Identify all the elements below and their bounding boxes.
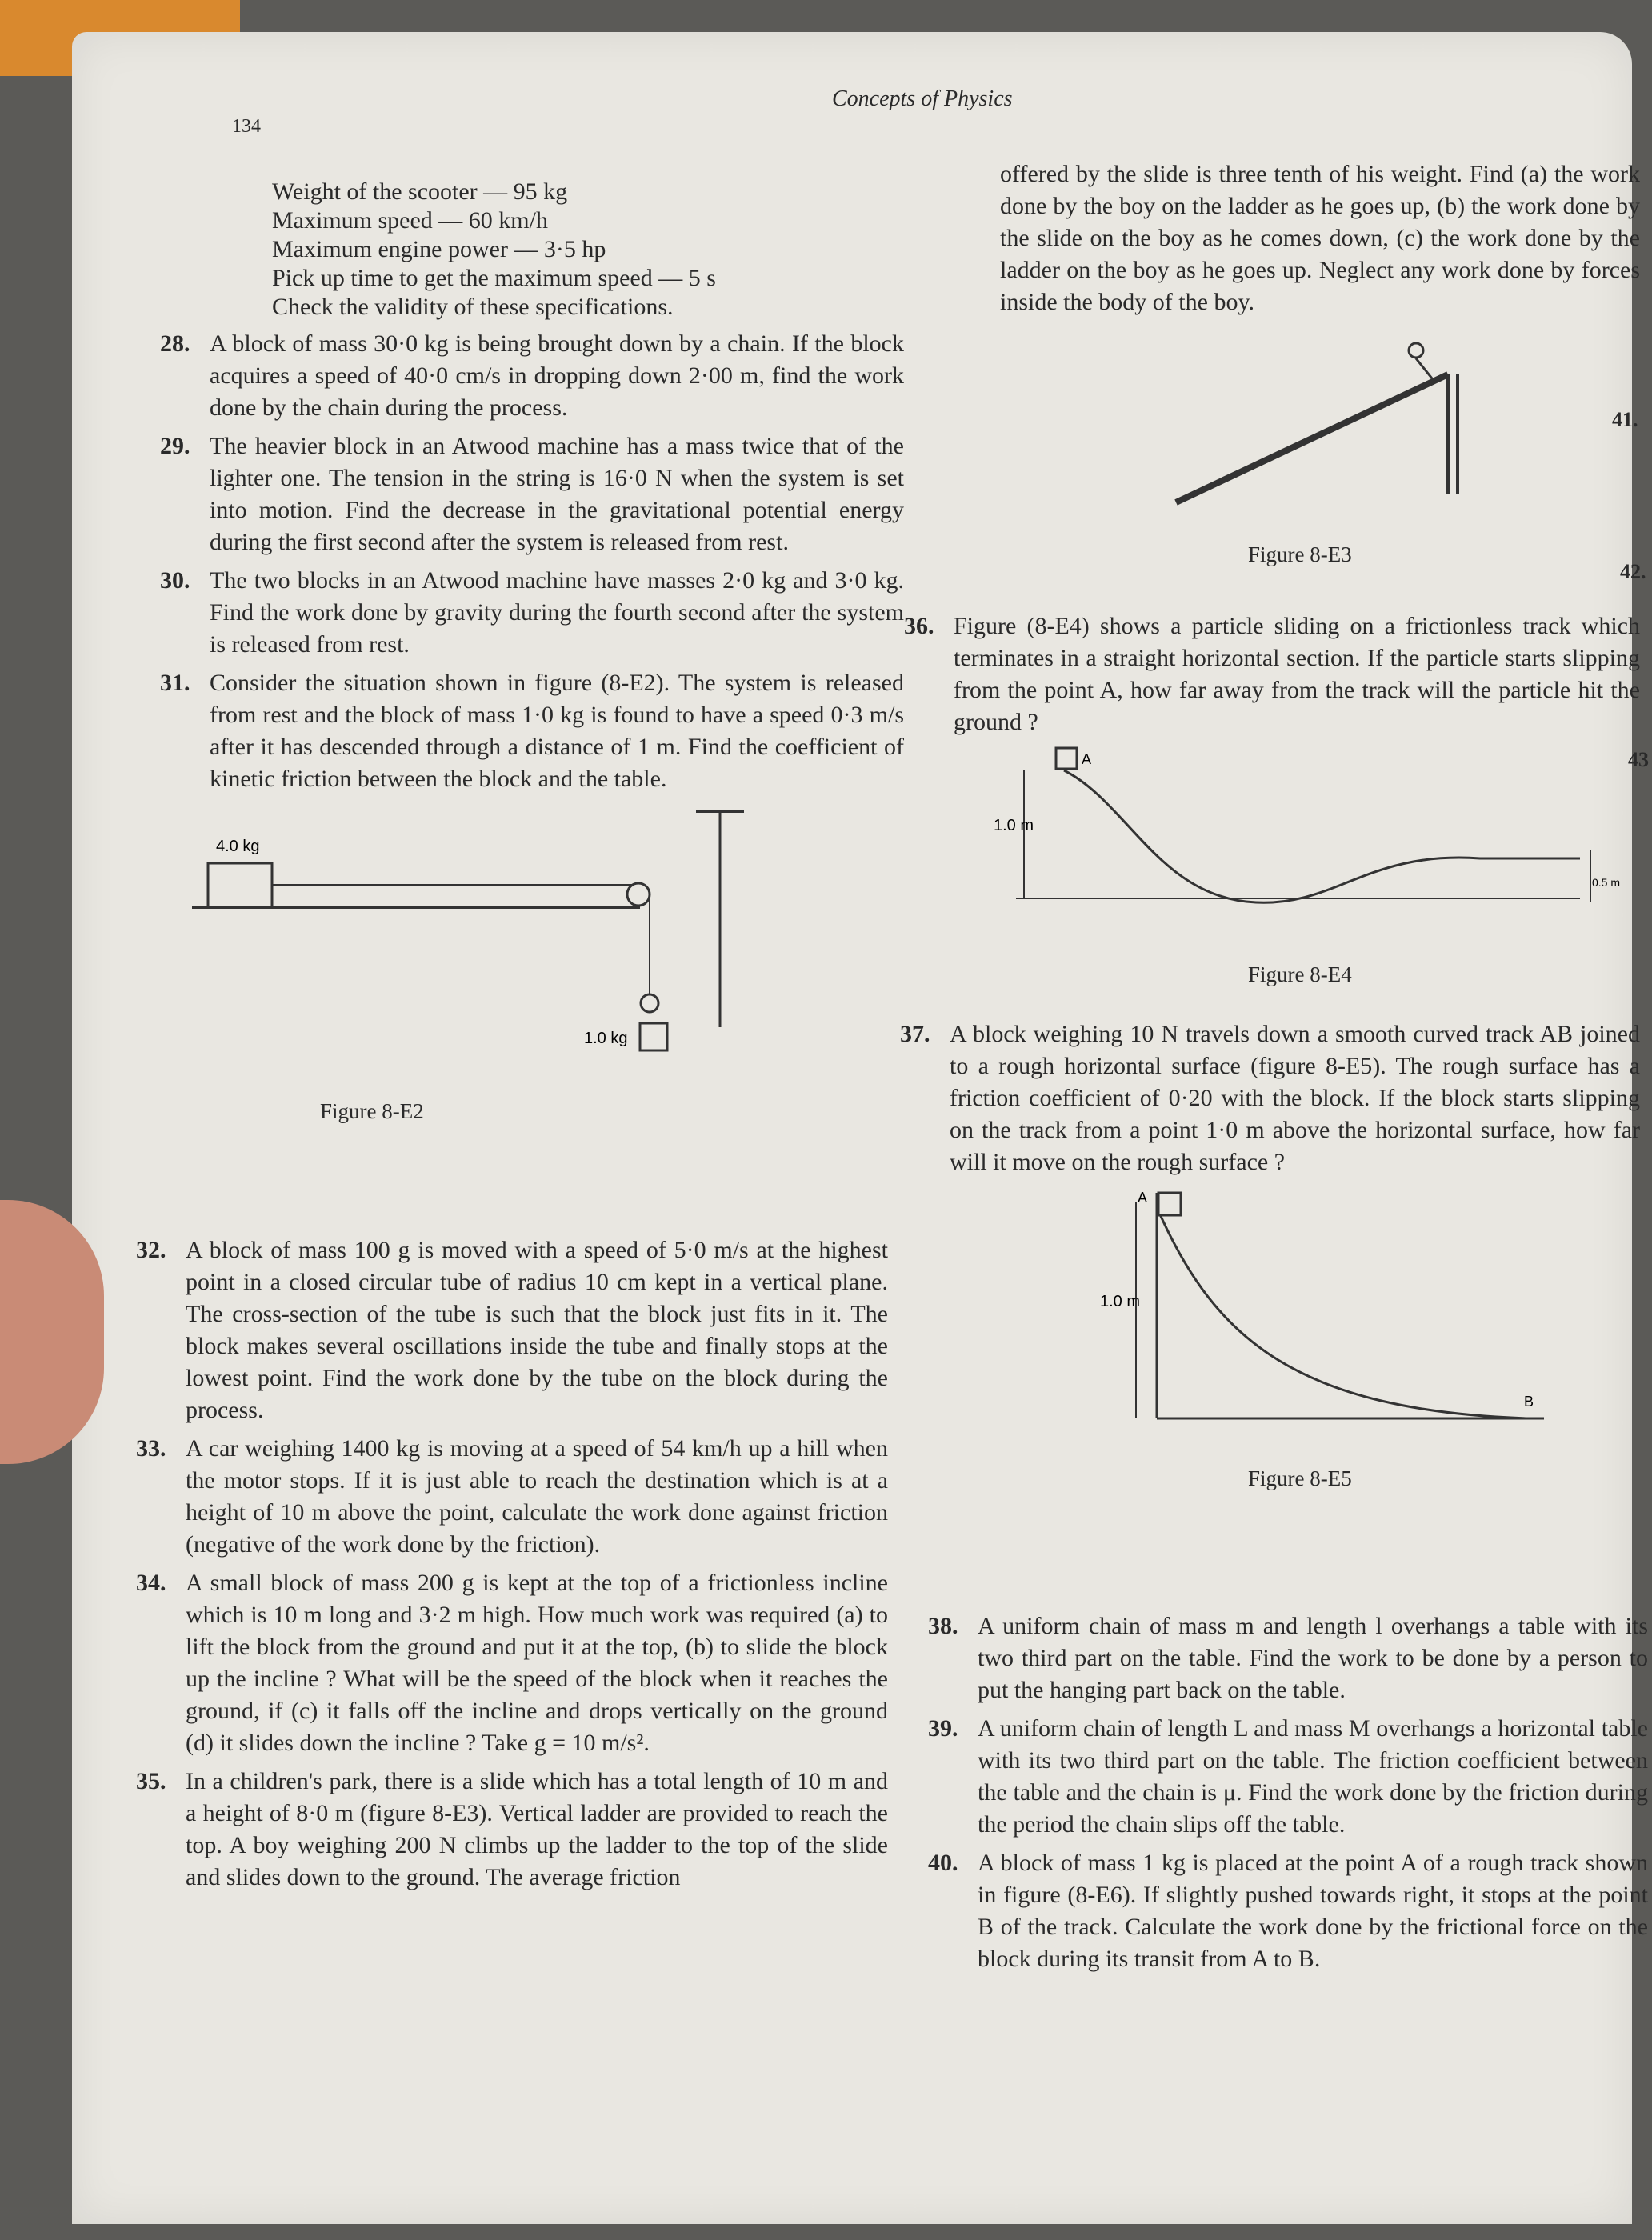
question-number: 28. (160, 330, 190, 357)
question-text: The heavier block in an Atwood machine has a mass twice that of the lighter one. The tension in the string is 16·0 N when the system is set into motion. Find the decrease in the gravitational potential energy during the first second after the system is released from rest. (210, 433, 904, 555)
figure-caption: Figure 8-E2 (320, 1099, 424, 1123)
point-a-label: A (1082, 751, 1092, 767)
scooter-specifications (160, 178, 904, 322)
question-number: 35. (136, 1768, 166, 1794)
boy-body (1416, 358, 1432, 378)
block-1kg (640, 1023, 667, 1050)
question-number: 39. (928, 1715, 958, 1742)
side-question-number: 42. (1620, 560, 1646, 583)
particle-a (1056, 748, 1077, 769)
question-36 (904, 610, 1640, 738)
figure-8-e2-drawing (160, 795, 880, 1083)
question-text: offered by the slide is three tenth of his weight. Find (a) the work done by the boy on the ladder as he goes up, (b) the work done by the slide on the boy as he comes down, (c) the work done by the ladder on the boy as he goes up. Neglect any work done by forces inside the body of the boy. (1000, 161, 1640, 315)
figure-caption: Figure 8-E3 (1248, 542, 1352, 566)
question-number: 36. (904, 613, 934, 639)
block-4kg (208, 863, 272, 907)
question-40 (928, 1847, 1648, 1975)
curved-track (1160, 1214, 1528, 1418)
question-text: A small block of mass 200 g is kept at the top of a frictionless incline which is 10 m long and 3·2 m high. How much work was required (a) to lift the block from the ground and put it at the top, (b) to slide the block up the incline ? What will be the speed of the block when it reaches the ground, if (c) it falls off the incline and drops vertically on the ground (d) it slides down the incline ? Take g = 10 m/s². (186, 1570, 888, 1756)
figure-8-e5-drawing (920, 1178, 1624, 1450)
side-question-number: 41. (1612, 408, 1638, 431)
figure-caption: Figure 8-E5 (1248, 1466, 1352, 1490)
question-39 (928, 1713, 1648, 1841)
boy-head (1409, 343, 1423, 358)
figure-8-e3 (920, 318, 1640, 570)
pulley (627, 883, 650, 906)
spec-line: Check the validity of these specifications. (272, 294, 674, 320)
question-number: 34. (136, 1570, 166, 1596)
spec-line: Weight of the scooter — 95 kg (272, 178, 568, 205)
right-column (900, 152, 1640, 1494)
question-text: Consider the situation shown in figure (8-E2). The system is released from rest and the block of mass 1·0 kg is found to have a speed 0·3 m/s after it has descended through a distance of 1 m. Find the coefficient of kinetic friction between the block and the table. (210, 670, 904, 792)
question-text: A car weighing 1400 kg is moving at a speed of 54 km/h up a hill when the motor stops. If it is just able to reach the destination which is at a height of 10 m above the point, calculate the work done against friction (negative of the work done by the friction). (186, 1435, 888, 1558)
question-37 (900, 1018, 1640, 1178)
question-28 (160, 328, 904, 424)
question-number: 37. (900, 1021, 930, 1047)
hanging-pulley (641, 994, 658, 1012)
question-number: 38. (928, 1613, 958, 1639)
question-text: Figure (8-E4) shows a particle sliding on a frictionless track which terminates in a straight horizontal section. If the particle starts slipping from the point A, how far away from the track will the particle hit the ground ? (954, 613, 1640, 735)
block-1kg-label: 1.0 kg (584, 1030, 628, 1047)
question-29 (160, 430, 904, 558)
left-column-lower (136, 1228, 888, 1894)
question-text: A uniform chain of length L and mass M overhangs a horizontal table with its two third part on the table. The friction coefficient between the table and the chain is μ. Find the work done by the friction during the period the chain slips off the table. (978, 1715, 1648, 1838)
question-text: In a children's park, there is a slide which has a total length of 10 m and a height of 8·0 m (figure 8-E3). Vertical ladder are provided to reach the top. A boy weighing 200 N climbs up the ladder to the top of the slide and slides down to the ground. The average friction (186, 1768, 888, 1890)
question-text: A block weighing 10 N travels down a smooth curved track AB joined to a rough horizontal surface (figure 8-E5). The rough surface has a friction coefficient of 0·20 with the block. If the block starts slipping on the track from a point 1·0 m above the horizontal surface, how far will it move on the rough surface ? (950, 1021, 1640, 1175)
right-column-lower (928, 1604, 1648, 1975)
question-number: 33. (136, 1435, 166, 1462)
figure-caption: Figure 8-E4 (1248, 962, 1352, 986)
spec-line: Maximum engine power — 3·5 hp (272, 236, 606, 262)
figure-8-e3-drawing (920, 318, 1624, 526)
track-curve (1064, 770, 1580, 902)
question-32 (136, 1234, 888, 1426)
figure-8-e2 (160, 795, 904, 1127)
spec-line: Maximum speed — 60 km/h (272, 207, 548, 234)
question-text: A block of mass 1 kg is placed at the point A of a rough track shown in figure (8-E6). If slightly pushed towards right, it stops at the point B of the track. Calculate the work done by the frictional force on the block during its transit from A to B. (978, 1850, 1648, 1972)
point-a-label: A (1138, 1190, 1148, 1206)
question-text: A block of mass 30·0 kg is being brought down by a chain. If the block acquires a speed of 40·0 cm/s in dropping down 2·00 m, find the work done by the chain during the process. (210, 330, 904, 421)
question-text: The two blocks in an Atwood machine have masses 2·0 kg and 3·0 kg. Find the work done by gravity during the fourth second after the system is released from rest. (210, 567, 904, 658)
question-text: A block of mass 100 g is moved with a speed of 5·0 m/s at the highest point in a closed circular tube of radius 10 cm kept in a vertical plane. The cross-section of the tube is such that the block just fits in it. The block makes several oscillations inside the tube and finally stops at the lowest point. Find the work done by the tube on the block during the process. (186, 1237, 888, 1423)
question-number: 32. (136, 1237, 166, 1263)
page-header: Concepts of Physics (832, 86, 1013, 111)
question-38 (928, 1610, 1648, 1706)
spec-line: Pick up time to get the maximum speed — 5 s (272, 265, 716, 291)
question-31 (160, 667, 904, 795)
point-b-label: B (1524, 1394, 1534, 1410)
figure-8-e5 (920, 1178, 1640, 1494)
question-33 (136, 1433, 888, 1561)
end-height-label: 0.5 m (1592, 876, 1621, 889)
slide (1176, 374, 1448, 502)
question-number: 29. (160, 433, 190, 459)
figure-8-e4-drawing (920, 738, 1624, 946)
side-question-number: 43 (1628, 748, 1649, 771)
question-35 (136, 1766, 888, 1894)
height-label: 1.0 m (1100, 1293, 1141, 1310)
question-number: 31. (160, 670, 190, 696)
question-number: 40. (928, 1850, 958, 1876)
question-number: 30. (160, 567, 190, 594)
figure-8-e4 (920, 738, 1640, 990)
page-number: 134 (232, 116, 261, 137)
question-30 (160, 565, 904, 661)
question-text: A uniform chain of mass m and length l overhangs a table with its two third part on the table. Find the work to be done by a person to put the hanging part back on the table. (978, 1613, 1648, 1703)
question-35-continuation (920, 158, 1640, 318)
left-column (160, 178, 904, 1127)
block-4kg-label: 4.0 kg (216, 838, 260, 855)
block-at-a (1158, 1193, 1181, 1215)
height-label: 1.0 m (994, 817, 1034, 834)
question-34 (136, 1567, 888, 1759)
